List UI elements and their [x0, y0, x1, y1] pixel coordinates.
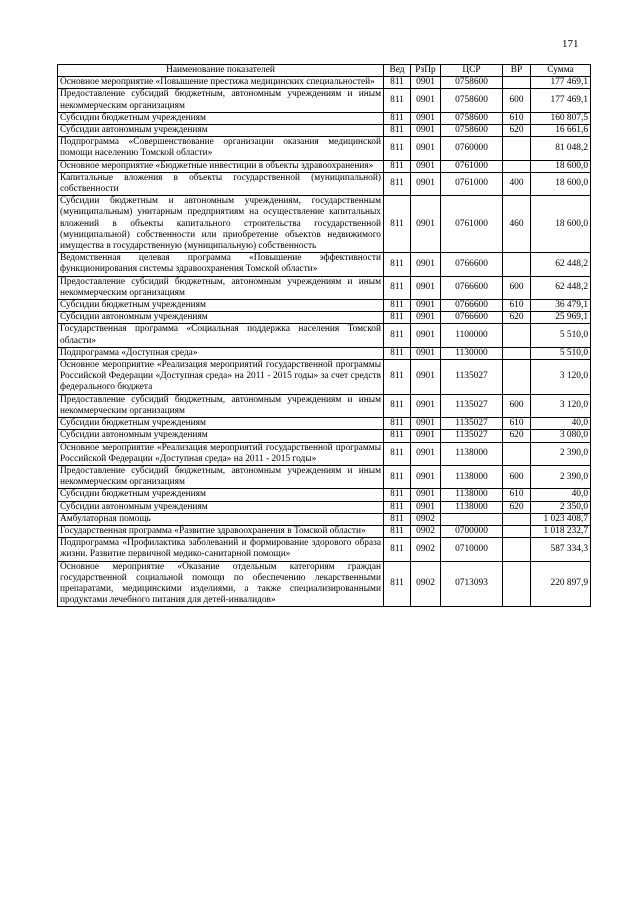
cell-vr: 600	[503, 276, 531, 299]
cell-csr: 1138000	[441, 489, 503, 501]
cell-csr: 0758600	[441, 112, 503, 124]
cell-csr: 0758600	[441, 125, 503, 137]
cell-rzpr: 0901	[411, 489, 441, 501]
cell-vr	[503, 137, 531, 160]
cell-csr: 1135027	[441, 394, 503, 417]
cell-name: Ведомственная целевая программа «Повышение эффективности функционирования системы здравоохранения Томской области»	[58, 253, 384, 276]
budget-table	[57, 64, 591, 607]
cell-ved: 811	[384, 253, 411, 276]
cell-vr: 600	[503, 394, 531, 417]
table-body	[58, 77, 591, 607]
cell-sum: 2 350,0	[531, 501, 591, 513]
cell-ved: 811	[384, 538, 411, 561]
table-row	[58, 125, 591, 137]
table-row	[58, 418, 591, 430]
header-name: Наименование показателей	[58, 65, 384, 77]
cell-vr: 610	[503, 112, 531, 124]
cell-csr: 1130000	[441, 347, 503, 359]
table-row	[58, 77, 591, 89]
cell-name: Субсидии бюджетным учреждениям	[58, 418, 384, 430]
cell-name: Субсидии автономным учреждениям	[58, 501, 384, 513]
cell-ved: 811	[384, 513, 411, 525]
table-row	[58, 360, 591, 395]
cell-sum: 587 334,3	[531, 538, 591, 561]
cell-vr	[503, 442, 531, 465]
cell-name: Основное мероприятие «Бюджетные инвестиции в объекты здравоохранения»	[58, 160, 384, 172]
cell-name: Субсидии бюджетным учреждениям	[58, 300, 384, 312]
table-row	[58, 253, 591, 276]
header-rzpr: РзПр	[411, 65, 441, 77]
cell-name: Государственная программа «Социальная поддержка населения Томской области»	[58, 324, 384, 347]
cell-rzpr: 0901	[411, 501, 441, 513]
cell-sum: 177 469,1	[531, 89, 591, 112]
cell-vr	[503, 324, 531, 347]
cell-csr: 0758600	[441, 89, 503, 112]
cell-sum: 3 120,0	[531, 394, 591, 417]
cell-vr: 600	[503, 89, 531, 112]
cell-vr: 620	[503, 501, 531, 513]
header-vr: ВР	[503, 65, 531, 77]
cell-vr	[503, 561, 531, 607]
cell-ved: 811	[384, 418, 411, 430]
cell-sum: 3 080,0	[531, 430, 591, 442]
cell-ved: 811	[384, 347, 411, 359]
table-row	[58, 465, 591, 488]
table-row	[58, 513, 591, 525]
cell-rzpr: 0901	[411, 196, 441, 253]
cell-rzpr: 0901	[411, 253, 441, 276]
cell-csr: 0761000	[441, 160, 503, 172]
cell-ved: 811	[384, 125, 411, 137]
cell-sum: 25 969,1	[531, 312, 591, 324]
cell-ved: 811	[384, 137, 411, 160]
cell-vr: 460	[503, 196, 531, 253]
cell-ved: 811	[384, 172, 411, 195]
table-row	[58, 324, 591, 347]
header-ved: Вед	[384, 65, 411, 77]
cell-name: Субсидии автономным учреждениям	[58, 430, 384, 442]
cell-name: Основное мероприятие «Повышение престижа медицинских специальностей»	[58, 77, 384, 89]
cell-vr: 600	[503, 465, 531, 488]
cell-ved: 811	[384, 196, 411, 253]
cell-vr	[503, 160, 531, 172]
cell-vr	[503, 347, 531, 359]
cell-ved: 811	[384, 77, 411, 89]
cell-csr: 1138000	[441, 442, 503, 465]
cell-name: Субсидии бюджетным и автономным учреждениям, государственным (муниципальным) унитарным предприятиям на осуществление капитальных вложений в объекты капитального строительства государственной (муниципальной) собственности или приобретение объектов недвижимого имущества в государственную (муниципальную) собственность	[58, 196, 384, 253]
cell-ved: 811	[384, 394, 411, 417]
cell-sum: 16 661,6	[531, 125, 591, 137]
cell-ved: 811	[384, 89, 411, 112]
table-row	[58, 561, 591, 607]
table-row	[58, 442, 591, 465]
cell-csr: 1138000	[441, 465, 503, 488]
cell-ved: 811	[384, 525, 411, 537]
cell-csr: 1135027	[441, 418, 503, 430]
cell-csr: 1100000	[441, 324, 503, 347]
table-row	[58, 276, 591, 299]
cell-csr: 0761000	[441, 172, 503, 195]
cell-rzpr: 0901	[411, 125, 441, 137]
cell-sum: 3 120,0	[531, 360, 591, 395]
cell-rzpr: 0902	[411, 525, 441, 537]
cell-rzpr: 0901	[411, 172, 441, 195]
cell-rzpr: 0901	[411, 442, 441, 465]
cell-vr: 610	[503, 489, 531, 501]
cell-ved: 811	[384, 112, 411, 124]
cell-rzpr: 0902	[411, 513, 441, 525]
cell-vr: 620	[503, 312, 531, 324]
cell-sum: 2 390,0	[531, 465, 591, 488]
cell-name: Субсидии автономным учреждениям	[58, 125, 384, 137]
cell-rzpr: 0901	[411, 347, 441, 359]
cell-rzpr: 0901	[411, 394, 441, 417]
cell-name: Субсидии бюджетным учреждениям	[58, 112, 384, 124]
cell-csr: 0766600	[441, 276, 503, 299]
cell-ved: 811	[384, 324, 411, 347]
cell-csr: 1135027	[441, 430, 503, 442]
header-sum: Сумма	[531, 65, 591, 77]
cell-csr: 0766600	[441, 300, 503, 312]
cell-sum: 5 510,0	[531, 324, 591, 347]
cell-rzpr: 0901	[411, 77, 441, 89]
cell-name: Подпрограмма «Профилактика заболеваний и формирование здорового образа жизни. Развитие первичной медико-санитарной помощи»	[58, 538, 384, 561]
table-row	[58, 112, 591, 124]
cell-ved: 811	[384, 561, 411, 607]
cell-name: Амбулаторная помощь	[58, 513, 384, 525]
cell-rzpr: 0901	[411, 418, 441, 430]
cell-vr	[503, 77, 531, 89]
cell-sum: 40,0	[531, 418, 591, 430]
header-csr: ЦСР	[441, 65, 503, 77]
cell-vr	[503, 538, 531, 561]
cell-ved: 811	[384, 300, 411, 312]
table-row	[58, 137, 591, 160]
cell-csr: 0758600	[441, 77, 503, 89]
cell-ved: 811	[384, 501, 411, 513]
table-row	[58, 89, 591, 112]
cell-ved: 811	[384, 312, 411, 324]
cell-name: Предоставление субсидий бюджетным, автономным учреждениям и иным некоммерческим организациям	[58, 465, 384, 488]
page-number: 171	[562, 38, 579, 50]
cell-name: Субсидии бюджетным учреждениям	[58, 489, 384, 501]
table-row	[58, 394, 591, 417]
cell-vr: 620	[503, 125, 531, 137]
cell-name: Государственная программа «Развитие здравоохранения в Томской области»	[58, 525, 384, 537]
cell-name: Подпрограмма «Совершенствование организации оказания медицинской помощи населению Томской области»	[58, 137, 384, 160]
cell-ved: 811	[384, 489, 411, 501]
cell-sum: 18 600,0	[531, 160, 591, 172]
cell-ved: 811	[384, 276, 411, 299]
cell-rzpr: 0901	[411, 137, 441, 160]
table-row	[58, 489, 591, 501]
cell-name: Предоставление субсидий бюджетным, автономным учреждениям и иным некоммерческим организациям	[58, 394, 384, 417]
cell-name: Капитальные вложения в объекты государственной (муниципальной) собственности	[58, 172, 384, 195]
cell-rzpr: 0901	[411, 312, 441, 324]
cell-sum: 36 479,1	[531, 300, 591, 312]
cell-sum: 177 469,1	[531, 77, 591, 89]
cell-name: Основное мероприятие «Реализация мероприятий государственной программы Российской Федерации «Доступная среда» на 2011 - 2015 годы»	[58, 442, 384, 465]
cell-vr	[503, 253, 531, 276]
cell-csr: 0761000	[441, 196, 503, 253]
table-row	[58, 300, 591, 312]
cell-csr: 0766600	[441, 253, 503, 276]
cell-csr: 0766600	[441, 312, 503, 324]
cell-name: Подпрограмма «Доступная среда»	[58, 347, 384, 359]
table-row	[58, 538, 591, 561]
table-header-row	[58, 65, 591, 77]
table-row	[58, 347, 591, 359]
cell-name: Основное мероприятие «Реализация мероприятий государственной программы Российской Федерации «Доступная среда» на 2011 - 2015 годы» за счет средств федерального бюджета	[58, 360, 384, 395]
cell-sum: 81 048,2	[531, 137, 591, 160]
cell-rzpr: 0902	[411, 561, 441, 607]
table-row	[58, 312, 591, 324]
cell-rzpr: 0901	[411, 89, 441, 112]
cell-vr	[503, 360, 531, 395]
cell-csr: 0713093	[441, 561, 503, 607]
cell-sum: 2 390,0	[531, 442, 591, 465]
cell-csr: 0760000	[441, 137, 503, 160]
cell-sum: 62 448,2	[531, 253, 591, 276]
cell-sum: 40,0	[531, 489, 591, 501]
cell-rzpr: 0901	[411, 324, 441, 347]
cell-vr: 610	[503, 418, 531, 430]
cell-name: Основное мероприятие «Оказание отдельным категориям граждан государственной социальной помощи по обеспечению лекарственными препаратами, медицинскими изделиями, а также специализированными продуктами лечебного питания для детей-инвалидов»	[58, 561, 384, 607]
table-row	[58, 430, 591, 442]
cell-csr: 1138000	[441, 501, 503, 513]
cell-ved: 811	[384, 465, 411, 488]
cell-vr	[503, 513, 531, 525]
table-row	[58, 525, 591, 537]
cell-vr: 620	[503, 430, 531, 442]
table-row	[58, 172, 591, 195]
cell-ved: 811	[384, 430, 411, 442]
cell-sum: 18 600,0	[531, 172, 591, 195]
cell-rzpr: 0901	[411, 112, 441, 124]
cell-name: Предоставление субсидий бюджетным, автономным учреждениям и иным некоммерческим организациям	[58, 276, 384, 299]
cell-rzpr: 0901	[411, 160, 441, 172]
cell-sum: 1 023 408,7	[531, 513, 591, 525]
cell-csr: 1135027	[441, 360, 503, 395]
cell-csr: 0700000	[441, 525, 503, 537]
cell-sum: 5 510,0	[531, 347, 591, 359]
cell-csr	[441, 513, 503, 525]
cell-vr: 610	[503, 300, 531, 312]
cell-rzpr: 0901	[411, 360, 441, 395]
cell-sum: 220 897,9	[531, 561, 591, 607]
cell-sum: 18 600,0	[531, 196, 591, 253]
cell-rzpr: 0902	[411, 538, 441, 561]
cell-ved: 811	[384, 160, 411, 172]
cell-sum: 1 018 232,7	[531, 525, 591, 537]
cell-vr	[503, 525, 531, 537]
cell-name: Предоставление субсидий бюджетным, автономным учреждениям и иным некоммерческим организациям	[58, 89, 384, 112]
table-row	[58, 160, 591, 172]
cell-vr: 400	[503, 172, 531, 195]
cell-ved: 811	[384, 442, 411, 465]
cell-csr: 0710000	[441, 538, 503, 561]
cell-sum: 160 807,5	[531, 112, 591, 124]
cell-sum: 62 448,2	[531, 276, 591, 299]
cell-rzpr: 0901	[411, 276, 441, 299]
cell-rzpr: 0901	[411, 465, 441, 488]
table-row	[58, 196, 591, 253]
cell-rzpr: 0901	[411, 300, 441, 312]
table-row	[58, 501, 591, 513]
cell-ved: 811	[384, 360, 411, 395]
cell-rzpr: 0901	[411, 430, 441, 442]
cell-name: Субсидии автономным учреждениям	[58, 312, 384, 324]
